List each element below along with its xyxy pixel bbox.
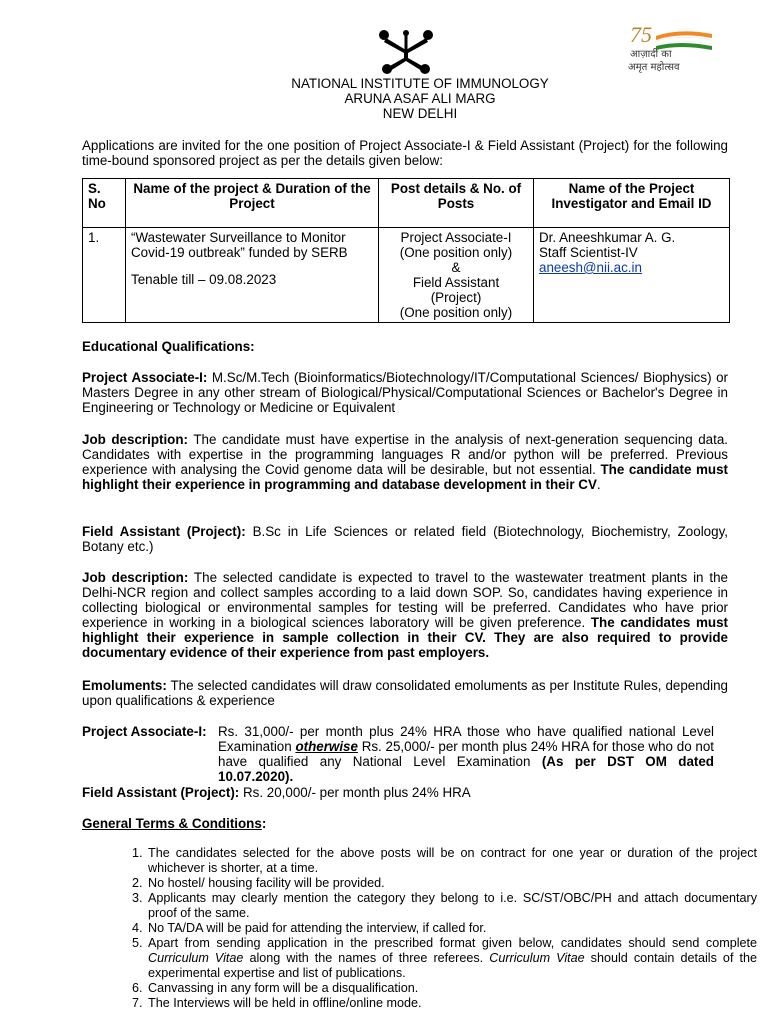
institute-name: NATIONAL INSTITUTE OF IMMUNOLOGY — [291, 76, 549, 91]
item5-part-c: should contain details of the experimental expertise and list of publications. — [148, 951, 757, 980]
terms-heading — [82, 816, 728, 831]
intro-paragraph: Applications are invited for the one position of Project Associate-I & Field Assistant (Project) for the following time-bound sponsored project as per the details given below: — [82, 138, 728, 168]
list-item: 1. The candidates selected for the above posts will be on contract for one year or duration of the project whichever is shorter, at a time. — [146, 846, 757, 876]
emoluments-label: Emoluments: — [82, 678, 167, 693]
job1-label: Job description: — [82, 432, 189, 447]
pa-emolument-part2: Rs. 25,000/- per month plus 24% HRA for those who do not have qualified any National Level Examination — [218, 739, 714, 769]
pi-designation: Staff Scientist-IV — [539, 245, 638, 260]
logo-numeral: 75 — [630, 22, 652, 47]
post-2: Field Assistant — [412, 275, 500, 290]
fa-qualification — [82, 524, 728, 554]
terms-heading-text: General Terms & Conditions — [82, 816, 262, 831]
list-item: 7. The Interviews will be held in offline/online mode. — [146, 996, 757, 1011]
fa-label: Field Assistant (Project): — [82, 524, 246, 539]
cell-project — [126, 228, 379, 323]
fa-emolument — [82, 785, 728, 800]
logo-line2: अमृत महोत्सव — [628, 62, 680, 73]
header-project: Name of the project & Duration of the Project — [126, 179, 379, 228]
project-tenure: Tenable till – 09.08.2023 — [131, 272, 277, 287]
job2-text: The selected candidate is expected to travel to the wastewater treatment plants in the Delhi-NCR region and collect samples according to a laid down SOP. So, candidates having experience in collecting biological or environmental samples for testing will be preferred. Candidates who have prior experience in working in a biological sciences laboratory will be given preference. — [82, 570, 728, 630]
pi-name: Dr. Aneeshkumar A. G. — [539, 230, 676, 245]
pi-email-link[interactable]: aneesh@nii.ac.in — [539, 260, 642, 275]
pa-emolument-label: Project Associate-I: — [82, 724, 207, 739]
item5-part-b: along with the names of three referees. — [243, 951, 490, 965]
list-item: 4. No TA/DA will be paid for attending the interview, if called for. — [146, 921, 757, 936]
header-sno: S. No — [83, 179, 126, 228]
pa-qualification — [82, 370, 728, 415]
nii-logo-icon — [378, 30, 434, 74]
address-line-2: NEW DELHI — [382, 106, 458, 121]
job1-text: The candidate must have expertise in the analysis of next-generation sequencing data. Candidates with expertise in the programming languages R and/or python will be preferred. Previous experience with analysing the Covid genome data will be desirable, but not essential. — [82, 432, 728, 477]
fa-emolument-label: Field Assistant (Project): — [82, 785, 240, 800]
cell-investigator — [534, 228, 730, 323]
job2-bold: The candidates must highlight their experience in sample collection in their CV. They are also required to provide documentary evidence of their experience from past employers. — [82, 615, 728, 660]
pa-text: M.Sc/M.Tech (Bioinformatics/Biotechnology/IT/Computational Sciences/ Biophysics) or Masters Degree in any other stream of Biological/Physical/Computational Sciences or Bachelor's Degree in Engineering or Technology or Medicine or Equivalent — [82, 370, 728, 415]
logo-line1: आज़ादी का — [630, 49, 672, 60]
letterhead — [0, 76, 768, 121]
list-item: 2. No hostel/ housing facility will be provided. — [146, 876, 757, 891]
project-title: “Wastewater Surveillance to Monitor Covid-19 outbreak” funded by SERB — [131, 230, 348, 260]
job-description-2 — [82, 570, 728, 660]
fa-emolument-text: Rs. 20,000/- per month plus 24% HRA — [239, 785, 471, 800]
cell-posts — [379, 228, 534, 323]
cell-sno: 1. — [83, 228, 126, 323]
pa-label: Project Associate-I: — [82, 370, 208, 385]
post-1-count: (One position only) — [399, 245, 513, 260]
header-posts: Post details & No. of Posts — [379, 179, 534, 228]
address-line-1: ARUNA ASAF ALI MARG — [344, 91, 496, 106]
terms-list — [120, 846, 757, 1011]
job-description-1 — [82, 432, 728, 492]
item5-cv-2: Curriculum Vitae — [489, 951, 585, 965]
emoluments-paragraph — [82, 678, 728, 708]
post-2-sub: (Project) — [430, 290, 482, 305]
emoluments-text: The selected candidates will draw consolidated emoluments as per Institute Rules, depending upon qualifications & experience — [82, 678, 728, 708]
azadi-amrit-mahotsav-logo — [620, 22, 718, 74]
fa-text: B.Sc in Life Sciences or related field (Biotechnology, Biochemistry, Zoology, Botany etc.) — [82, 524, 728, 554]
table-row — [83, 228, 730, 323]
item5-part-a: Apart from sending application in the prescribed format given below, candidates should send complete — [148, 936, 757, 950]
job2-label: Job description: — [82, 570, 189, 585]
project-table — [82, 178, 730, 323]
post-1: Project Associate-I — [400, 230, 512, 245]
dst-om-note: (As per DST OM dated 10.07.2020). — [218, 754, 714, 784]
job1-bold: The candidate must highlight their experience in programming and database development in their CV — [82, 462, 728, 492]
item5-cv-1: Curriculum Vitae — [148, 951, 244, 965]
pa-emolument-part1: Rs. 31,000/- per month plus 24% HRA those who have qualified national Level Examination — [218, 724, 714, 754]
list-item: 3. Applicants may clearly mention the category they belong to i.e. SC/ST/OBC/PH and attach documentary proof of the same. — [146, 891, 757, 921]
post-ampersand: & — [451, 260, 461, 275]
otherwise-word: otherwise — [295, 739, 358, 754]
terms-heading-colon: : — [261, 816, 267, 831]
edu-heading: Educational Qualifications: — [82, 339, 255, 354]
post-2-count: (One position only) — [399, 305, 513, 320]
table-header-row — [83, 179, 730, 228]
list-item: 6. Canvassing in any form will be a disqualification. — [146, 981, 757, 996]
header-investigator: Name of the Project Investigator and Email ID — [534, 179, 730, 228]
pa-emolument-text — [218, 724, 714, 784]
list-item — [146, 936, 757, 981]
job1-end: . — [596, 477, 601, 492]
